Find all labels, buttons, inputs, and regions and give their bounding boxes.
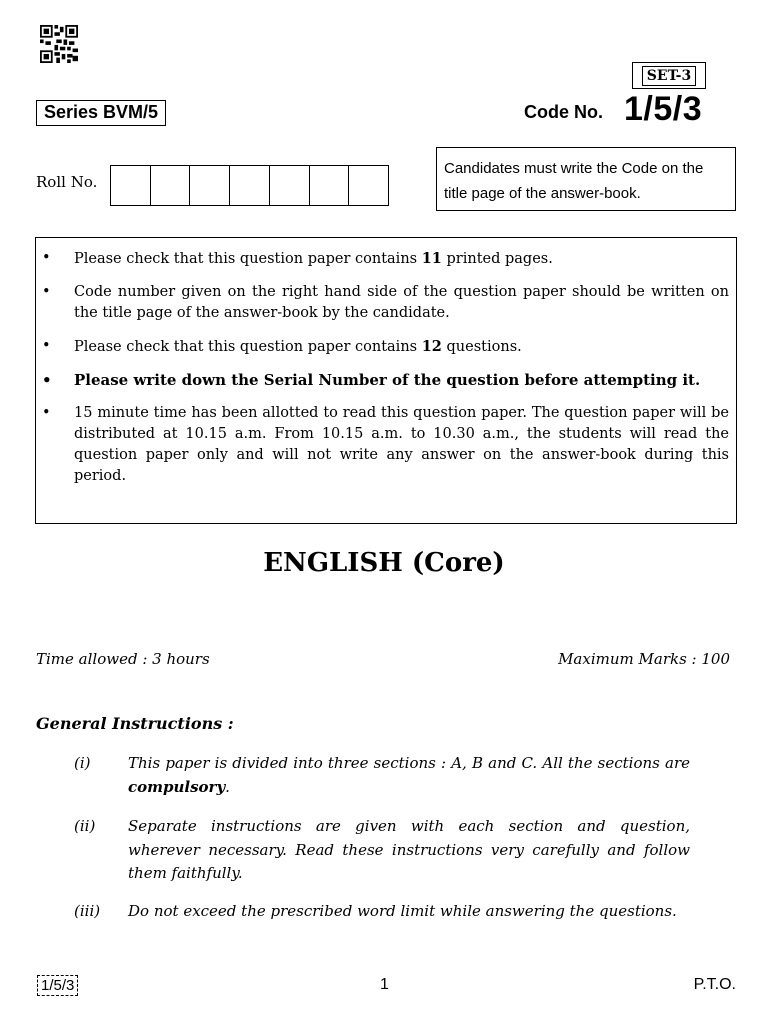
roll-number-cell[interactable] — [310, 166, 350, 205]
maximum-marks: Maximum Marks : 100 — [558, 650, 730, 668]
roll-number-cell[interactable] — [111, 166, 151, 205]
instruction-number: (i) — [74, 754, 91, 772]
instruction-item: • 15 minute time has been allotted to read this question paper. The question paper will be distributed at 10.15 a.m. From 10.15 a.m. to 10.30 a.m., the students will read the question paper only and will not write any answer on the answer-book during this period. — [42, 403, 729, 487]
qr-code-icon — [40, 25, 78, 63]
instructions-list — [42, 248, 729, 487]
page-number: 1 — [380, 976, 389, 993]
set-box — [632, 62, 706, 89]
general-instruction-item: (iii) Do not exceed the prescribed word limit while answering the questions. — [74, 900, 690, 924]
set-label: SET-3 — [642, 66, 696, 86]
code-value: 1/5/3 — [624, 90, 703, 128]
candidate-note: Candidates must write the Code on the title page of the answer-book. — [436, 147, 736, 211]
general-instruction-item: (i) This paper is divided into three sections : A, B and C. All the sections are compulsory. — [74, 754, 690, 796]
instruction-item: • Code number given on the right hand side of the question paper should be written on the title page of the answer-book by the candidate. — [42, 282, 729, 324]
series-label: Series BVM/5 — [36, 100, 166, 126]
general-instructions-heading: General Instructions : — [36, 714, 234, 733]
paper-title: ENGLISH (Core) — [263, 548, 505, 578]
roll-number-cell[interactable] — [230, 166, 270, 205]
instruction-number: (ii) — [74, 817, 96, 835]
time-allowed: Time allowed : 3 hours — [36, 650, 210, 668]
footer-code: 1/5/3 — [37, 975, 78, 996]
roll-number-cell[interactable] — [270, 166, 310, 205]
pto-label: P.T.O. — [693, 976, 736, 993]
roll-number-cell[interactable] — [190, 166, 230, 205]
instruction-item: • Please check that this question paper contains 12 questions. — [42, 336, 729, 358]
instruction-number: (iii) — [74, 902, 101, 920]
instruction-item: • Please write down the Serial Number of the question before attempting it. — [42, 370, 729, 391]
code-label: Code No. — [524, 102, 603, 122]
roll-number-cell[interactable] — [151, 166, 191, 205]
instructions-box — [35, 237, 737, 524]
instruction-item: • Please check that this question paper contains 11 printed pages. — [42, 248, 729, 270]
roll-label: Roll No. — [36, 173, 98, 191]
general-instruction-item: (ii) Separate instructions are given with each section and question, wherever necessary. Read these instructions very carefully and follow them faithfully. — [74, 817, 690, 882]
roll-number-cell[interactable] — [349, 166, 388, 205]
roll-number-boxes[interactable] — [110, 165, 389, 206]
